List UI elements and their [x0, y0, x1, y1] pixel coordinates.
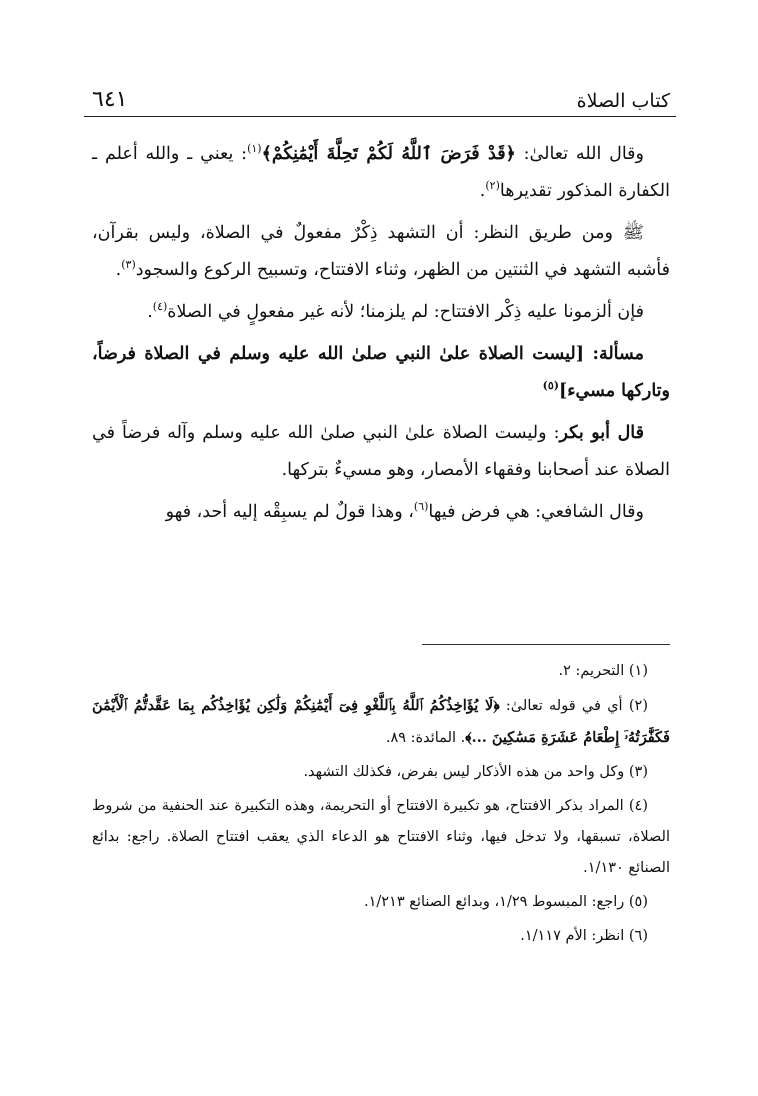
- quran-verse: ﴿قَدْ فَرَضَ ٱللَّهُ لَكُمْ تَحِلَّةَ أَيْمَٰنِكُمْ﴾: [261, 144, 516, 164]
- footnote-6: (٦) انظر: الأم ١/١١٧.: [520, 928, 648, 944]
- footnote-ref-1: (١): [247, 142, 262, 156]
- footnote-separator: [422, 644, 670, 645]
- p1-pre: وقال الله تعالىٰ:: [515, 144, 644, 164]
- p6-text: وقال الشافعي: هي فرض فيها: [428, 502, 644, 522]
- chapter-title: كتاب الصلاة: [576, 90, 670, 112]
- paragraph-5: [92, 415, 670, 489]
- p1-end: .: [479, 181, 486, 201]
- footnote-ref-5: (٥): [542, 379, 559, 393]
- paragraph-3: [92, 294, 670, 331]
- fn2-pre: (٢) أي في قوله تعالىٰ:: [499, 698, 648, 714]
- p5-text: : وليست الصلاة علىٰ النبي صلىٰ الله عليه وسلم وآله فرضاً في الصلاة عند أصحابنا وفقهاء الأمصار، وهو مسيءٌ بتركها.: [92, 423, 670, 480]
- footnote-ref-3: (٣): [121, 258, 136, 272]
- fn2-post: . المائدة: ٨٩.: [385, 730, 466, 746]
- paragraph-6: [92, 494, 670, 531]
- footnotes: [92, 656, 670, 955]
- p1-post: : يعني ـ والله أعلم ـ الكفارة المذكور تقديرها: [92, 144, 670, 201]
- footnote-4: (٤) المراد بذكر الافتتاح، هو تكبيرة الافتتاح أو التحريمة، وهذه التكبيرة عند الحنفية من شروط الصلاة، تسبقها، ولا تدخل فيها، وثناء الافتتاح هو الدعاء الذي يعقب افتتاح الصلاة. راجع: بدائع الصنائع ١/١٣٠.: [92, 798, 670, 876]
- p2-text: ﷺ ومن طريق النظر: أن التشهد ذِكْرٌ مفعولٌ في الصلاة، وليس بقرآن، فأشبه التشهد في الثنتين من الظهر، وثناء الافتتاح، وتسبيح الركوع والسجود: [92, 223, 670, 280]
- p6-post: ، وهذا قولٌ لم يسبِقْه إليه أحد، فهو: [165, 502, 414, 522]
- running-header: [92, 80, 670, 112]
- p2-end: .: [115, 260, 122, 280]
- footnote-5: (٥) راجع: المبسوط ١/٢٩، وبدائع الصنائع ١/٢١٣.: [363, 894, 648, 910]
- footnote-3: (٣) وكل واحد من هذه الأذكار ليس بفرض، فكذلك التشهد.: [303, 764, 648, 780]
- footnote-1: (١) التحريم: ٢.: [558, 663, 648, 679]
- speaker-name: قال أبو بكر: [559, 423, 644, 443]
- main-text: [92, 136, 670, 536]
- paragraph-1: [92, 136, 670, 210]
- paragraph-2: [92, 215, 670, 289]
- issue-text: مسألة: [ليست الصلاة علىٰ النبي صلىٰ الله عليه وسلم في الصلاة فرضاً، وتاركها مسيء]: [92, 344, 670, 401]
- page-number: ٦٤١: [92, 87, 128, 112]
- footnote-ref-4: (٤): [152, 300, 168, 314]
- footnote-ref-2: (٢): [485, 179, 500, 193]
- book-page: [92, 0, 670, 1096]
- issue-heading: [92, 336, 670, 410]
- fn2-quran-verse: ﴿لَا يُؤَاخِذُكُمُ ٱللَّهُ بِٱللَّغْوِ فِىٓ أَيْمَٰنِكُمْ وَلَٰكِن يُؤَاخِذُكُم بِمَا عَقَّدتُّمُ ٱلْأَيْمَٰنَ فَكَفَّٰرَتُهُۥٓ إِطْعَامُ عَشَرَةِ مَسَٰكِينَ ...﴾: [92, 697, 670, 746]
- footnote-2: [92, 690, 670, 754]
- p3-text: فإن ألزمونا عليه ذِكْر الافتتاح: لم يلزمنا؛ لأنه غير مفعولٍ في الصلاة: [167, 302, 644, 322]
- header-rule: [84, 116, 676, 117]
- footnote-ref-6: (٦): [413, 500, 429, 514]
- p3-end: .: [147, 302, 153, 322]
